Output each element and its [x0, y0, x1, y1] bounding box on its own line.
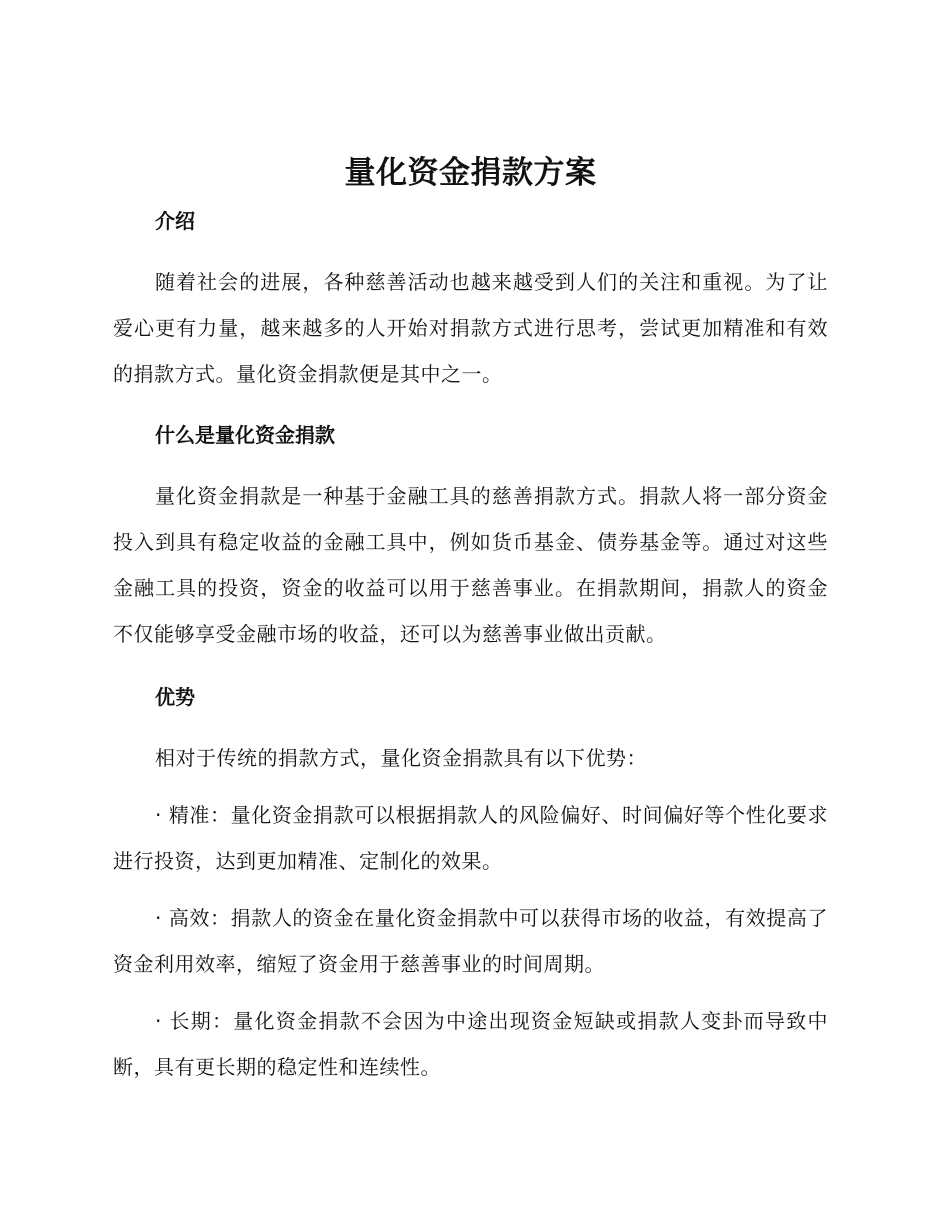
intro-paragraph: 随着社会的进展，各种慈善活动也越来越受到人们的关注和重视。为了让爱心更有力量，越来越多的人开始对捐款方式进行思考，尝试更加精准和有效的捐款方式。量化资金捐款便是其中之一。 — [113, 270, 828, 386]
what-is-paragraph: 量化资金捐款是一种基于金融工具的慈善捐款方式。捐款人将一部分资金投入到具有稳定收益的金融工具中，例如货币基金、债券基金等。通过对这些金融工具的投资，资金的收益可以用于慈善事业。在捐款期间，捐款人的资金不仅能够享受金融市场的收益，还可以为慈善事业做出贡献。 — [113, 484, 828, 646]
advantage-bullet-precise: · 精准：量化资金捐款可以根据捐款人的风险偏好、时间偏好等个性化要求进行投资，达到更加精准、定制化的效果。 — [113, 803, 828, 873]
section-heading-advantages: 优势 — [155, 685, 195, 709]
section-heading-intro: 介绍 — [155, 209, 195, 233]
section-heading-what-is: 什么是量化资金捐款 — [155, 423, 335, 447]
advantage-bullet-efficient: · 高效：捐款人的资金在量化资金捐款中可以获得市场的收益，有效提高了资金利用效率，缩短了资金用于慈善事业的时间周期。 — [113, 906, 828, 976]
document-title: 量化资金捐款方案 — [344, 155, 597, 191]
advantage-bullet-long-term: · 长期：量化资金捐款不会因为中途出现资金短缺或捐款人变卦而导致中断，具有更长期的稳定性和连续性。 — [113, 1009, 828, 1079]
advantages-intro-paragraph: 相对于传统的捐款方式，量化资金捐款具有以下优势： — [155, 746, 647, 770]
